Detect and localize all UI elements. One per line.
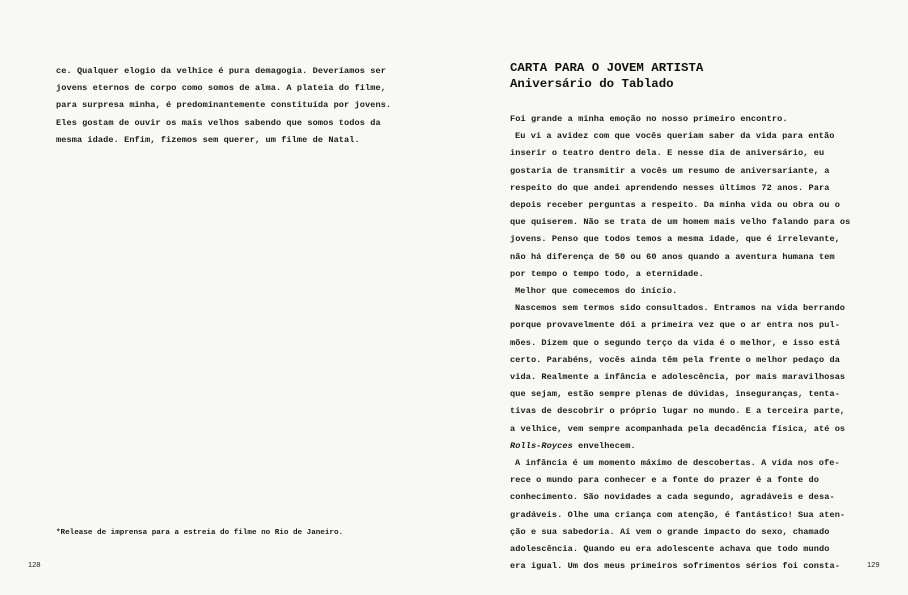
text-line: era igual. Um dos meus primeiros sofrimentos sérios foi consta- <box>510 561 840 572</box>
text-line: que quiserem. Não se trata de um homem mais velho falando para os <box>510 217 851 228</box>
text-line: por tempo o tempo todo, a eternidade. <box>510 268 704 279</box>
page-number-left: 128 <box>28 560 41 569</box>
text-line: A infância é um momento máximo de descobertas. A vida nos ofe- <box>515 458 840 469</box>
footnote: *Release de imprensa para a estreia do filme no Rio de Janeiro. <box>56 529 344 537</box>
text-line: que sejam, estão sempre plenas de dúvidas, inseguranças, tenta- <box>510 389 840 400</box>
text-line: conhecimento. São novidades a cada segundo, agradáveis e desa- <box>510 492 835 503</box>
text-line: ce. Qualquer elogio da velhice é pura demagogia. Deveríamos ser <box>56 66 386 76</box>
text-line: tivas de descobrir o próprio lugar no mundo. E a terceira parte, <box>510 406 846 417</box>
text-line: Eles gostam de ouvir os mais velhos sabendo que somos todos da <box>56 117 381 128</box>
text-line: para surpresa minha, é predominantemente constituída por jovens. <box>56 100 392 111</box>
text-line: jovens eternos de corpo como somos de alma. A plateia do filme, <box>56 83 386 94</box>
right-page-body <box>510 111 850 575</box>
text-line: mões. Dizem que o segundo terço da vida é o melhor, e isso está <box>510 337 840 348</box>
text-span: envelhecem. <box>578 440 636 451</box>
text-line: não há diferença de 50 ou 60 anos quando a aventura humana tem <box>510 251 835 262</box>
text-line: gradáveis. Olhe uma criança com atenção, é fantástico! Sua aten- <box>510 509 846 520</box>
text-line: rece o mundo para conhecer e a fonte do prazer é a fonte do <box>510 475 819 486</box>
text-line: porque provavelmente dói a primeira vez que o ar entra nos pul- <box>510 320 840 331</box>
page-number-right: 129 <box>867 560 880 569</box>
text-line <box>510 438 850 455</box>
text-line: adolescência. Quando eu era adolescente achava que todo mundo <box>510 544 830 555</box>
text-line: depois receber perguntas a respeito. Da minha vida ou obra ou o <box>510 200 840 211</box>
text-line: respeito do que andei aprendendo nesses últimos 72 anos. Para <box>510 182 830 193</box>
text-line: mesma idade. Enfim, fizemos sem querer, um filme de Natal. <box>56 134 360 145</box>
text-line: gostaria de transmitir a vocês um resumo de aniversariante, a <box>510 165 830 176</box>
italic-text: Rolls-Royces <box>510 440 573 451</box>
text-line: a velhice, vem sempre acompanhada pela decadência física, até os <box>510 423 846 434</box>
text-line: jovens. Penso que todos temos a mesma idade, que é irrelevante, <box>510 234 840 245</box>
chapter-heading <box>510 60 703 92</box>
text-line: Eu vi a avidez com que vocês queriam saber da vida para então <box>515 131 835 142</box>
chapter-title: CARTA PARA O JOVEM ARTISTA <box>510 61 704 75</box>
text-line: inserir o teatro dentro dela. E nesse dia de aniversário, eu <box>510 148 825 159</box>
left-page-paragraph <box>56 63 391 149</box>
text-line: ção e sua sabedoria. Aí vem o grande impacto do sexo, chamado <box>510 526 830 537</box>
chapter-subtitle: Aniversário do Tablado <box>510 77 674 91</box>
text-line: Melhor que comecemos do início. <box>515 286 678 297</box>
text-line: Foi grande a minha emoção no nosso primeiro encontro. <box>510 114 788 124</box>
text-line: certo. Parabéns, vocês ainda têm pela frente o melhor pedaço da <box>510 354 840 365</box>
text-line: Nascemos sem termos sido consultados. Entramos na vida berrando <box>515 303 845 314</box>
text-line: vida. Realmente a infância e adolescência, por mais maravilhosas <box>510 372 846 383</box>
